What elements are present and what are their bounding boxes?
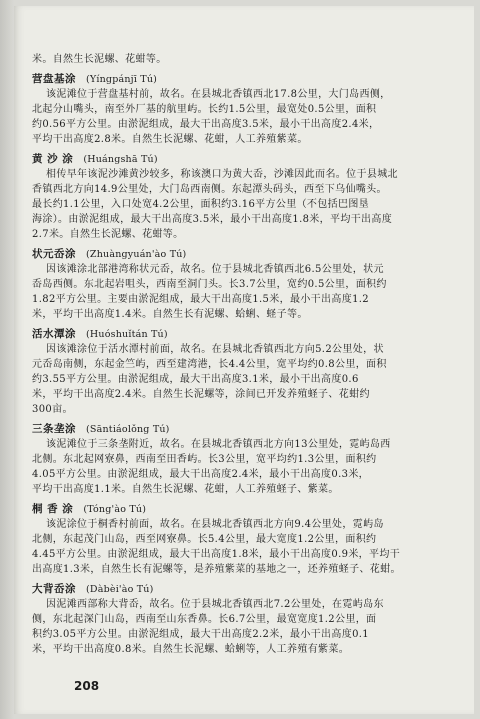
entry-title: 营盘基涂 bbox=[32, 73, 76, 85]
entry-text-line: 约3.55平方公里。由淤泥组成，最大干出高度3.1米，最小干出高度0.6 bbox=[32, 374, 359, 385]
entry-heading bbox=[32, 502, 464, 517]
entry-pinyin: (Dàbèi'ào Tú) bbox=[86, 584, 154, 595]
entry-text-line: 该泥滩位于三条垄附近，故名。在县城北香镇西北方向13公里处，霓屿岛西 bbox=[46, 439, 391, 450]
entry-heading bbox=[32, 422, 464, 437]
entry-pinyin: (Huángshā Tú) bbox=[83, 154, 158, 165]
intro-line: 米。自然生长泥螺、花蚶等。 bbox=[32, 54, 167, 65]
entry-text-line: 北侧。东北起网寮鼻，西南至田香屿。长3公里，宽平均约1.3公里，面积约 bbox=[32, 454, 377, 465]
entry-block bbox=[32, 327, 464, 417]
entry-title: 桐 香 涂 bbox=[32, 503, 74, 515]
entry-heading bbox=[32, 327, 464, 342]
entry-text-line: 该泥滩位于营盘基村前，故名。在县城北香镇西北17.8公里，大门岛西侧， bbox=[46, 89, 391, 100]
entry-text-line: 香镇西北方向14.9公里处，大门岛西南侧。东起潭头码头，西至下乌仙嘴头。 bbox=[32, 184, 387, 195]
entry-pinyin: (Zhuàngyuán'ào Tú) bbox=[86, 249, 187, 260]
entry-text-line: 最长约1.1公里，入口处宽4.2公里，面积约3.16平方公里（不包括巴图垦 bbox=[32, 199, 370, 210]
entry-text-line: 平均干出高度2.8米。自然生长泥螺、花蚶，人工养殖紫菜。 bbox=[32, 134, 308, 145]
entry-text-line: 米，平均干出高度1.4米。自然生长有泥螺、蛤蜊、蛏子等。 bbox=[32, 309, 308, 320]
entry-heading bbox=[32, 582, 464, 597]
entry-text-line: 平均干出高度1.1米。自然生长泥螺、花蚶，人工养殖蛏子、紫菜。 bbox=[32, 484, 339, 495]
entry-title: 状元岙涂 bbox=[32, 248, 76, 260]
entry-text-line: 元岙岛南侧，东起金竺屿，西至建湾港，长4.4公里，宽平均约0.8公里，面积 bbox=[32, 359, 387, 370]
entry-title: 三条垄涂 bbox=[32, 423, 76, 435]
entry-text-line: 岙岛西侧。东北起岩咀头，西南至洞门头。长3.7公里，宽约0.5公里，面积约 bbox=[32, 279, 387, 290]
entry-text-line: 积约3.05平方公里。由淤泥组成，最大干出高度2.2米，最小干出高度0.1 bbox=[32, 629, 370, 640]
entry-text-line: 该泥涂位于桐香村前面，故名。在县城北香镇西北方向9.4公里处，霓屿岛 bbox=[46, 519, 384, 530]
book-page bbox=[14, 6, 474, 714]
entry-text-line: 北侧，东起茂门山岛，西至网寮鼻。长5.4公里，最大宽度1.2公里，面积约 bbox=[32, 534, 377, 545]
entry-text-line: 因泥滩西部称大背岙，故名。位于县城北香镇西北7.2公里处，在霓屿岛东 bbox=[46, 599, 384, 610]
entry-block bbox=[32, 582, 464, 657]
entry-title: 黄 沙 涂 bbox=[32, 153, 74, 165]
entry-block bbox=[32, 502, 464, 577]
entry-text-line: 因该滩涂位于活水潭村前面，故名。在县城北香镇西北方向5.2公里处，状 bbox=[46, 344, 384, 355]
entry-block bbox=[32, 72, 464, 147]
entry-pinyin: (Yíngpánjī Tú) bbox=[86, 74, 158, 85]
entry-pinyin: (Tóng'ào Tú) bbox=[83, 504, 147, 515]
entry-block bbox=[32, 152, 464, 242]
entry-text-line: 相传早年该泥沙滩黄沙较多，称该澳口为黄大岙，沙滩因此而名。位于县城北 bbox=[46, 169, 398, 180]
entry-text-line: 米，平均干出高度0.8米。自然生长泥螺、蛤蜊等，人工养殖有紫菜。 bbox=[32, 644, 350, 655]
entry-text-line: 出高度1.3米，自然生长有泥螺等，是养殖紫菜的基地之一，还养殖蛏子、花蚶。 bbox=[32, 564, 401, 575]
entry-text-line: 约0.56平方公里。由淤泥组成，最大干出高度3.5米，最小干出高度2.4米， bbox=[32, 119, 380, 130]
entry-title: 活水潭涂 bbox=[32, 328, 76, 340]
entry-title: 大背岙涂 bbox=[32, 583, 76, 595]
entry-heading bbox=[32, 152, 464, 167]
entry-block bbox=[32, 422, 464, 497]
entry-text-line: 海涂）。由淤泥组成，最大干出高度3.5米，最小干出高度1.8米，平均干出高度 bbox=[32, 214, 393, 225]
entry-pinyin: (Sāntiáolǒng Tú) bbox=[86, 424, 170, 435]
page-content bbox=[32, 52, 464, 657]
entry-block bbox=[32, 247, 464, 322]
entry-text-line: 4.45平方公里。由淤泥组成，最大干出高度1.8米，最小干出高度0.9米，平均干 bbox=[32, 549, 401, 560]
entry-text-line: 300亩。 bbox=[32, 404, 73, 415]
entry-text-line: 侧，东北起深门山岛，西南至山东香鼻。长6.7公里，最宽宽度1.2公里，面 bbox=[32, 614, 377, 625]
page-number: 208 bbox=[74, 679, 100, 693]
entry-heading bbox=[32, 247, 464, 262]
entry-text-line: 4.05平方公里。由淤泥组成，最大干出高度2.4米，最小干出高度0.3米， bbox=[32, 469, 370, 480]
entry-pinyin: (Huóshuǐtán Tú) bbox=[86, 329, 168, 340]
entry-text-line: 北起分山嘴头，南至外厂基的航里屿。长约1.5公里，最宽处0.5公里，面积 bbox=[32, 104, 377, 115]
entry-text-line: 1.82平方公里。主要由淤泥组成，最大干出高度1.5米，最小干出高度1.2 bbox=[32, 294, 370, 305]
book-spine-shadow bbox=[0, 0, 14, 719]
entry-text-line: 2.7米。自然生长泥螺、花蚶等。 bbox=[32, 229, 184, 240]
entry-heading bbox=[32, 72, 464, 87]
entry-text-line: 因该滩涂北部港湾称状元岙，故名。位于县城北香镇西北6.5公里处，状元 bbox=[46, 264, 384, 275]
entry-text-line: 米，平均干出高度2.4米。自然生长泥螺等，涂间已开发养殖蛏子、花蚶约 bbox=[32, 389, 370, 400]
